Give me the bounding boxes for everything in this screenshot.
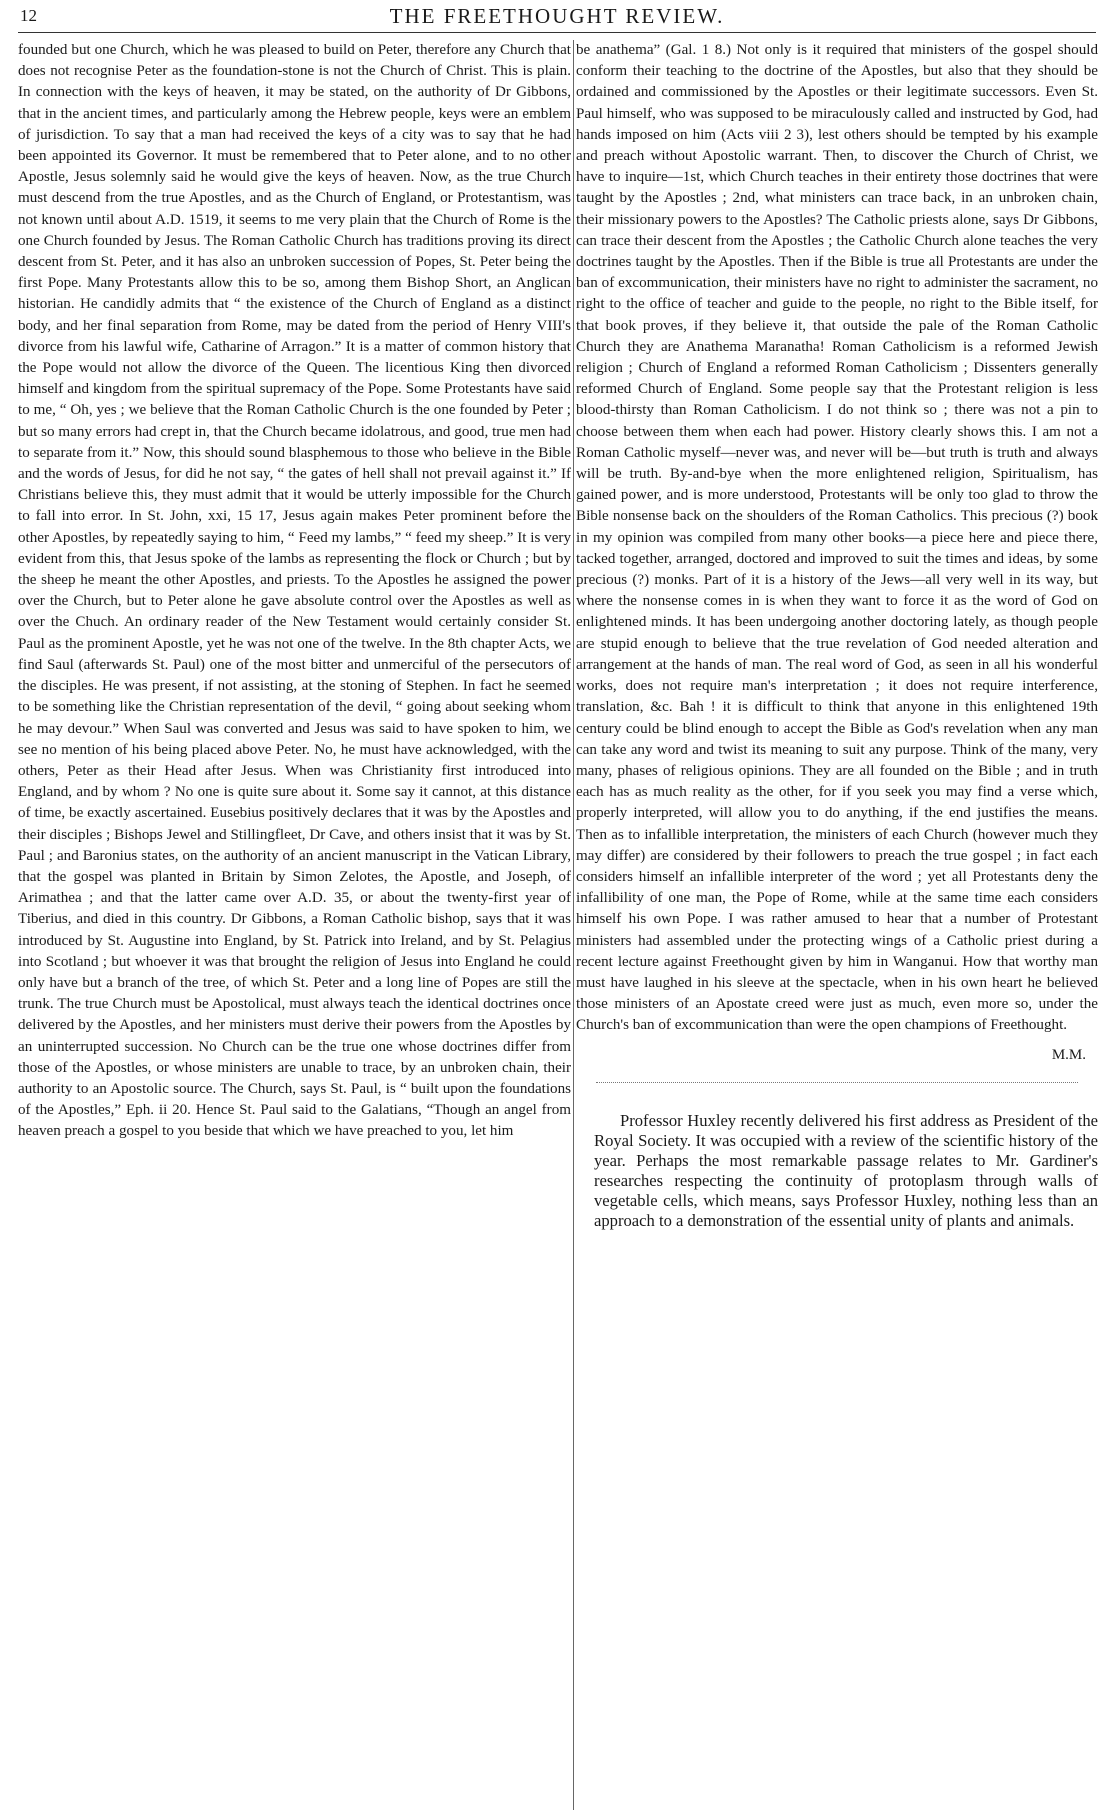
huxley-news-note: Professor Huxley recently delivered his first address as President of the Royal Society. It was occupied with a review of the scientific history of the year. Perhaps the most remarkable passage relates to Mr. Gardiner's researches respecting the continuity of protoplasm through walls of vegetable cells, which means, says Professor Huxley, nothing less than an approach to a demonstration of the essential unity of plants and animals. — [594, 1110, 1098, 1230]
column-divider — [573, 40, 574, 1810]
article-text-left — [18, 40, 571, 1143]
article-text-right — [576, 40, 1098, 1037]
publication-title: THE FREETHOUGHT REVIEW. — [389, 4, 725, 28]
section-divider — [596, 1082, 1078, 1083]
page-number: 12 — [20, 6, 37, 25]
article-paragraph: founded but one Church, which he was pleased to build on Peter, therefore any Church that does not recognise Peter as the foundation-stone is not the Church of Christ. This is plain. In connection with the keys of heaven, it may be stated, on the authority of Dr Gibbons, that in the ancient times, and particularly among the Hebrew people, keys were an emblem of jurisdiction. To say that a man had received the keys of a city was to say that he had been appointed its Governor. It must be remembered that to Peter alone, and to no other Apostle, Jesus solemnly said he would give the keys of heaven. Now, as the true Church must descend from the true Apostles, and as the Church of England, or Protestantism, was not known until about A.D. 1519, it seems to me very plain that the Church of Rome is the one Church founded by Jesus. The Roman Catholic Church has traditions proving its direct descent from St. Peter, and it has also an unbroken succession of Popes, St. Peter being the first Pope. Many Protestants allow this to be so, among them Bishop Short, an Anglican historian. He candidly admits that “ the existence of the Church of England as a distinct body, and her final separation from Rome, may be dated from the period of Henry VIII's divorce from his lawful wife, Catharine of Arragon.” It is a matter of common history that the Pope would not allow the divorce of the Queen. The licentious King then divorced himself and kingdom from the spiritual supremacy of the Pope. Some Protestants have said to me, “ Oh, yes ; we believe that the Roman Catholic Church is the one founded by Peter ; but so many errors had crept in, that the Church became idolatrous, and good, true men had to separate from it.” Now, this should sound blasphemous to those who believe in the Bible and the words of Jesus, for did he not say, “ the gates of hell shall not prevail against it.” If Christians believe this, they must admit that it would be utterly impossible for the Church to fall into error. In St. John, xxi, 15 17, Jesus again makes Peter prominent before the other Apostles, by repeatedly saying to him, “ Feed my lambs,” “ feed my sheep.” It is very evident from this, that Jesus spoke of the lambs as representing the flock or Church ; but by the sheep he meant the other Apostles, and priests. To the Apostles he assigned the power over the Church, but to Peter alone he gave absolute control over the Apostles as well as over the Chuch. An ordinary reader of the New Testament would certainly consider St. Paul as the prominent Apostle, yet he was not one of the twelve. In the 8th chapter Acts, we find Saul (afterwards St. Paul) one of the most bitter and unmerciful of the persecutors of the disciples. He was present, if not assisting, at the stoning of Stephen. In fact he seemed to be something like the Christian representation of the devil, “ going about seeking whom he may devour.” When Saul was converted and Jesus was said to have spoken to him, we see no mention of his being placed above Peter. No, he must have acknowledged, with the others, Peter as their Head after Jesus. When was Christianity first introduced into England, and by whom ? No one is quite sure about it. Some say it cannot, at this distance of time, be exactly ascertained. Eusebius positively declares that it was by the Apostles and their disciples ; Bishops Jewel and Stillingfleet, Dr Cave, and others insist that it was by St. Paul ; and Baronius states, on the authority of an ancient manuscript in the Vatican Library, that the gospel was planted in Britain by Simon Zelotes, the Apostle, and Joseph, of Arimathea ; and that the latter came over A.D. 35, or about the twenty-first year of Tiberius, and died in this country. Dr Gibbons, a Roman Catholic bishop, says that it was introduced by St. Augustine into England, by St. Patrick into Ireland, and by St. Pelagius into Scotland ; but whoever it was that brought the religion of Jesus into England he could only have but a branch of the tree, of which St. Peter and a long line of Popes are still the trunk. The true Church must be Apostolical, must always teach the identical doctrines once delivered by the Apostles, and her ministers must derive their powers from the Apostles by an uninterrupted succession. No Church can be the true one whose doctrines differ from those of the Apostles, or whose ministers are unable to trace, by an unbroken chain, their authority to an Apostolic source. The Church, says St. Paul, is “ built upon the foundations of the Apostles,” Eph. ii 20. Hence St. Paul said to the Galatians, “Though an angel from heaven preach a gospel to you beside that which we have preached to you, let him — [18, 42, 571, 1140]
author-signature: M.M. — [1051, 1046, 1086, 1063]
right-column — [576, 40, 1098, 1231]
header-rule — [18, 32, 1096, 33]
left-column — [18, 40, 571, 1143]
page-header — [0, 0, 1114, 34]
article-paragraph: be anathema” (Gal. 1 8.) Not only is it required that ministers of the gospel should conform their teaching to the doctrine of the Apostles, but also that they should be ordained and commissioned by the Apostles or their legitimate successors. Even St. Paul himself, who was supposed to be miraculously called and instructed by God, had hands imposed on him (Acts viii 2 3), lest others should be tempted by his example and preach without Apostolic warrant. Then, to discover the Church of Christ, we have to inquire—1st, which Church teaches in their entirety those doctrines that were taught by the Apostles ; 2nd, what ministers can trace back, in an unbroken chain, their missionary powers to the Apostles? The Catholic priests alone, says Dr Gibbons, can trace their descent from the Apostles ; the Catholic Church alone teaches the very doctrines taught by the Apostles. Then if the Bible is true all Protestants are under the ban of excommunication, their ministers have no right to administer the sacrament, no right to the office of teacher and guide to the people, no right to the Bible itself, for that book proves, if they believe it, that outside the pale of the Roman Catholic Church they are Anathema Maranatha! Roman Catholicism is a reformed Jewish religion ; Church of England a reformed Roman Catholicism ; Dissenters generally reformed Church of England. Some people say that the Protestant religion is less blood-thirsty than Roman Catholicism. I do not think so ; there was not a pin to choose between them when each had power. History clearly shows this. I am not a Roman Catholic myself—never was, and never will be—but truth is truth and always will be truth. By-and-bye when the more enlightened religion, Spiritualism, has gained power, and is more understood, Protestants will be only too glad to throw the Bible nonsense back on the shoulders of the Roman Catholics. This precious (?) book in my opinion was compiled from many other books—a piece here and piece there, tacked together, arranged, doctored and improved to suit the times and ideas, by some precious (?) monks. Part of it is a history of the Jews—all very well in its way, but where the nonsense comes in is when they want to force it as the word of God on enlightened minds. It has been undergoing another doctoring lately, as though people are stupid enough to believe that the true revelation of God needed alteration and arrangement at the hands of man. The real word of God, as seen in all his wonderful works, does not require man's interpretation ; it does not require interference, translation, &c. Bah ! it is difficult to think that anyone in this enlightened 19th century could be blind enough to accept the Bible as God's revelation when any man can take any word and twist its meaning to suit any purpose. Think of the many, very many, phases of religious opinions. They are all founded on the Bible ; and in truth each has as much reality as the other, for if you seek you may find a verse which, properly interpreted, will allow you to do anything, if the end justifies the means. Then as to infallible interpretation, the ministers of each Church (however much they may differ) are considered by their followers to preach the true gospel ; in fact each considers himself an infallible interpreter of the word ; yet all Protestants deny the infallibility of one man, the Pope of Rome, while at the same time each considers himself his own Pope. I was rather amused to hear that a number of Protestant ministers had assembled under the protecting wings of a Catholic priest during a recent lecture against Freethought given by him in Wanganui. How that worthy man must have laughed in his sleeve at the spectacle, when in his own heart he believed those ministers of an Apostate creed were just as much, even more so, under the Church's ban of excommunication than were the open champions of Freethought. — [576, 42, 1098, 1034]
